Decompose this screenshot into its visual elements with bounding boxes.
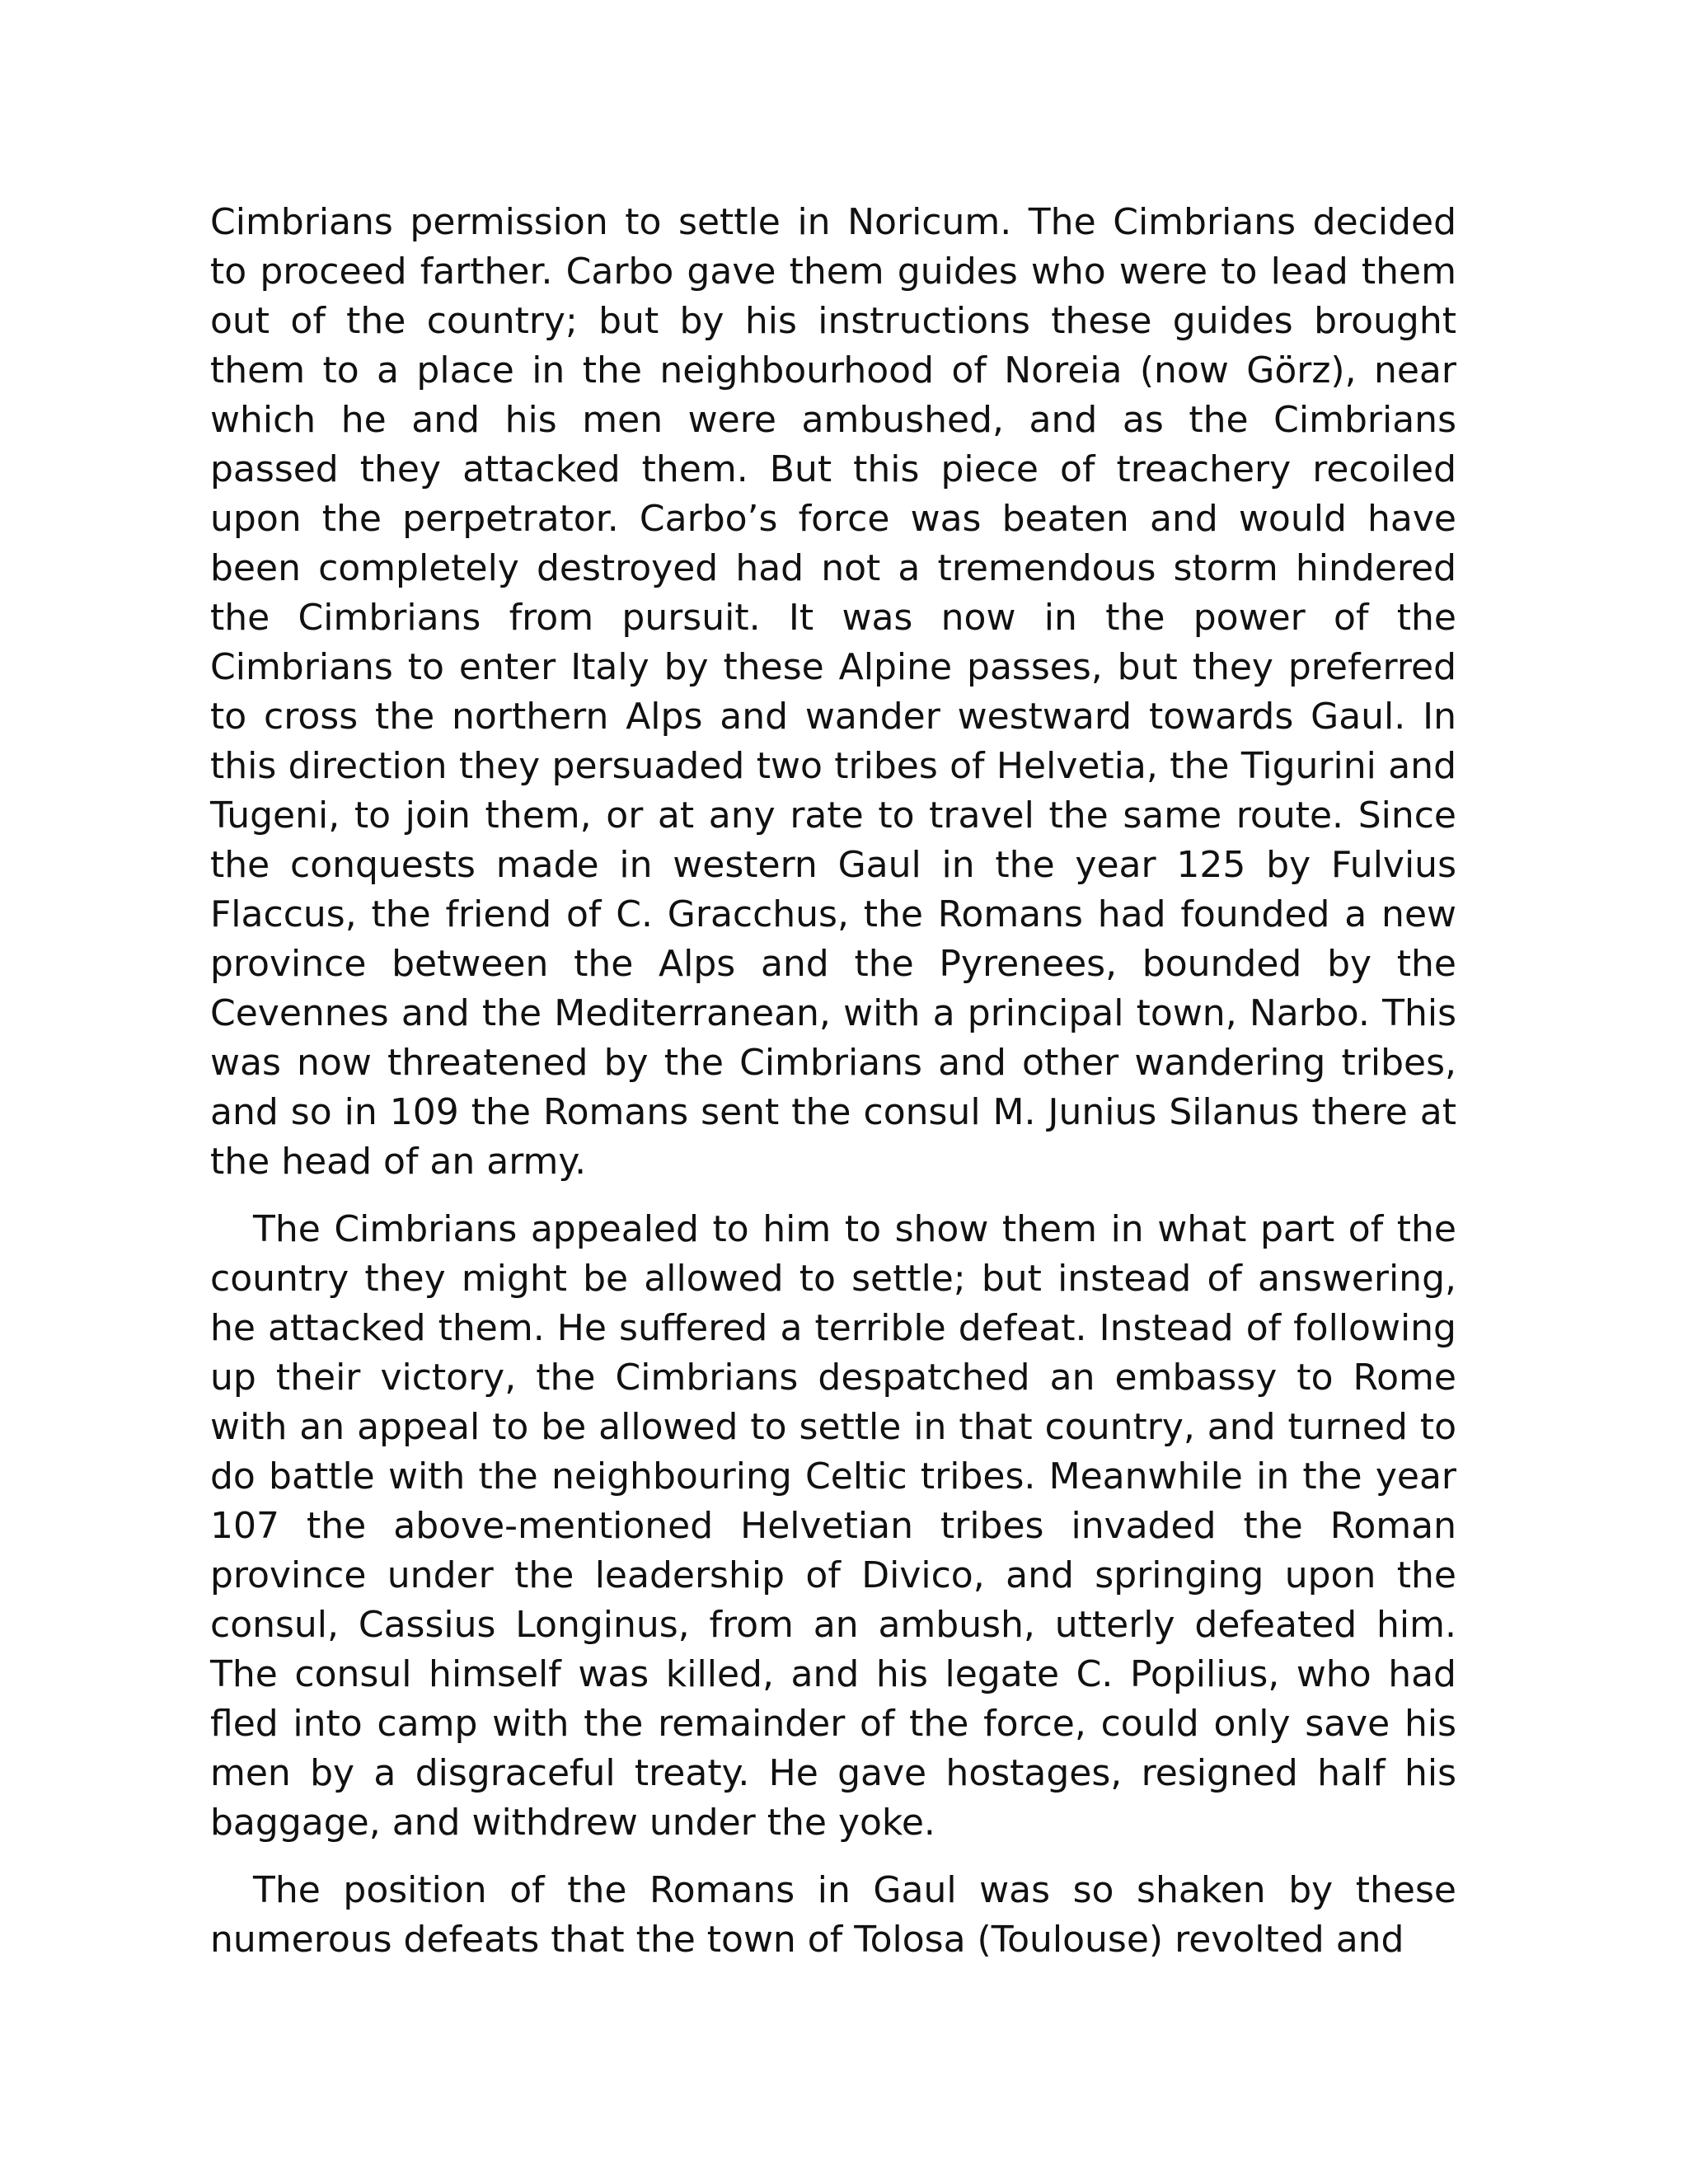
paragraph-3: The position of the Romans in Gaul was so shaken by these numerous defeats that the town of Tolosa (Toulouse) revolted and xyxy=(210,1869,1456,1961)
paragraph-1: Cimbrians permission to settle in Noricum. The Cimbrians decided to proceed farther. Carbo gave them guides who were to lead them out of the country; but by his instructions these guides brought them to a place in the neighbourhood of Noreia (now Görz), near which he and his men were ambushed, and as the Cimbrians passed they attacked them. But this piece of treachery recoiled upon the perpetrator. Carbo’s force was beaten and would have been completely destroyed had not a tremendous storm hindered the Cimbrians from pursuit. It was now in the power of the Cimbrians to enter Italy by these Alpine passes, but they preferred to cross the northern Alps and wander westward towards Gaul. In this direction they persuaded two tribes of Helvetia, the Tigurini and Tugeni, to join them, or at any rate to travel the same route. Since the conquests made in western Gaul in the year 125 by Fulvius Flaccus, the friend of C. Gracchus, the Romans had founded a new province between the Alps and the Pyrenees, bounded by the Cevennes and the Mediterranean, with a principal town, Narbo. This was now threatened by the Cimbrians and other wandering tribes, and so in 109 the Romans sent the consul M. Junius Silanus there at the head of an army. xyxy=(210,201,1456,1183)
page-body xyxy=(210,198,1456,1983)
paragraph-2: The Cimbrians appealed to him to show them in what part of the country they might be allowed to settle; but instead of answering, he attacked them. He suffered a terrible defeat. Instead of following up their victory, the Cimbrians despatched an embassy to Rome with an appeal to be allowed to settle in that country, and turned to do battle with the neighbouring Celtic tribes. Meanwhile in the year 107 the above-mentioned Helvetian tribes invaded the Roman province under the leadership of Divico, and springing upon the consul, Cassius Longinus, from an ambush, utterly defeated him. The consul himself was killed, and his legate C. Popilius, who had fled into camp with the remainder of the force, could only save his men by a disgraceful treaty. He gave hostages, resigned half his baggage, and withdrew under the yoke. xyxy=(210,1208,1456,1844)
